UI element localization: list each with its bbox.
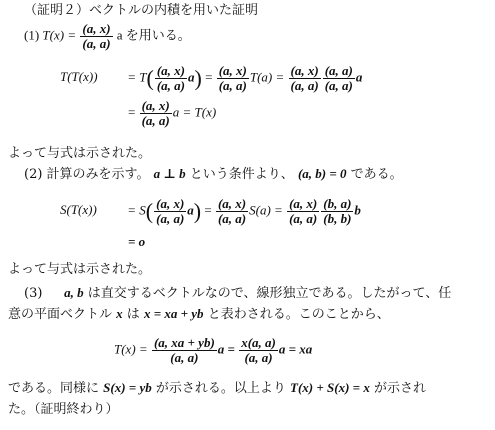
part1-fraction: $\frac{(a, x)}{(a, a)}$	[82, 21, 111, 51]
inner-product-zero: (a, b) = 0	[297, 166, 347, 181]
eq1-frac-3: $\frac{(a, x)}{(a, a)}$	[290, 63, 319, 93]
equation-2-line-2: = o	[128, 234, 146, 249]
final-line-1: である。同様に S(x) = yb が示される。以上より T(x) + S(x) = x が示され	[8, 380, 426, 396]
equation-1-line-2: = $\frac{(a, x)}{(a, a)}$ a = T(x)	[128, 98, 217, 128]
part1-after: a を用いる。	[116, 27, 191, 43]
part3-line-2: 意の平面ベクトル x は x = xa + yb と表わされる。このことから、	[8, 306, 390, 322]
eq1-frac-5: $\frac{(a, x)}{(a, a)}$	[141, 98, 170, 128]
eq2-lhs: S(T(x))	[60, 202, 97, 218]
eq3-frac-1: $\frac{(a, xa + yb)}{(a, a)}$	[153, 335, 215, 365]
eq2-frac-3: $\frac{(a, x)}{(a, a)}$	[289, 196, 318, 226]
part1-line	[24, 22, 191, 51]
equation-1-line-1: T(T(x)) = T( $\frac{(a, x)}{(a, a)}$ a) = $\frac{(a, x)}{(a, a)}$ T(a) = $\frac{(a, x)}{(a, a)}$ $\frac{(a, a)}{(a, a)}$ a	[60, 63, 363, 93]
eq1-lhs: T(T(x))	[60, 69, 98, 85]
part3-line-1: (3) a, b は直交するベクトルなので、線形独立である。したがって、任	[24, 285, 452, 301]
eq3-frac-2: $\frac{x(a, a)}{(a, a)}$	[241, 335, 276, 365]
eq1-frac-1: $\frac{(a, x)}{(a, a)}$	[156, 63, 186, 93]
eq1-frac-4: $\frac{(a, a)}{(a, a)}$	[324, 63, 353, 93]
equation-3: T(x) = $\frac{(a, xa + yb)}{(a, a)}$ a = $\frac{x(a, a)}{(a, a)}$ a = xa	[114, 335, 313, 365]
eq2-frac-1: $\frac{(a, x)}{(a, a)}$	[156, 196, 185, 226]
conclusion-2: よって与式は示された。	[8, 262, 152, 277]
final-line-2: た。（証明終わり）	[8, 402, 119, 417]
part1-label: (1)	[24, 27, 43, 43]
conclusion-1: よって与式は示された。	[8, 146, 152, 161]
part2-line: (2) 計算のみを示す。 a ⊥ b という条件より、 (a, b) = 0 である。	[24, 166, 403, 182]
orthogonal-condition: a ⊥ b	[153, 166, 186, 181]
eq1-frac-2: $\frac{(a, x)}{(a, a)}$	[218, 63, 247, 93]
proof-title: （証明２）ベクトルの内積を用いた証明	[24, 3, 259, 18]
part1-T-def: T(x) =	[42, 27, 77, 43]
equation-2-line-1: S(T(x)) = S( $\frac{(a, x)}{(a, a)}$ a) = $\frac{(a, x)}{(a, a)}$ S(a) = $\frac{(a, x)}{(a, a)}$ $\frac{(b, a)}{(b, b)}$ b	[60, 196, 361, 226]
eq2-frac-2: $\frac{(a, x)}{(a, a)}$	[217, 196, 247, 226]
eq2-frac-4: $\frac{(b, a)}{(b, b)}$	[323, 196, 352, 226]
